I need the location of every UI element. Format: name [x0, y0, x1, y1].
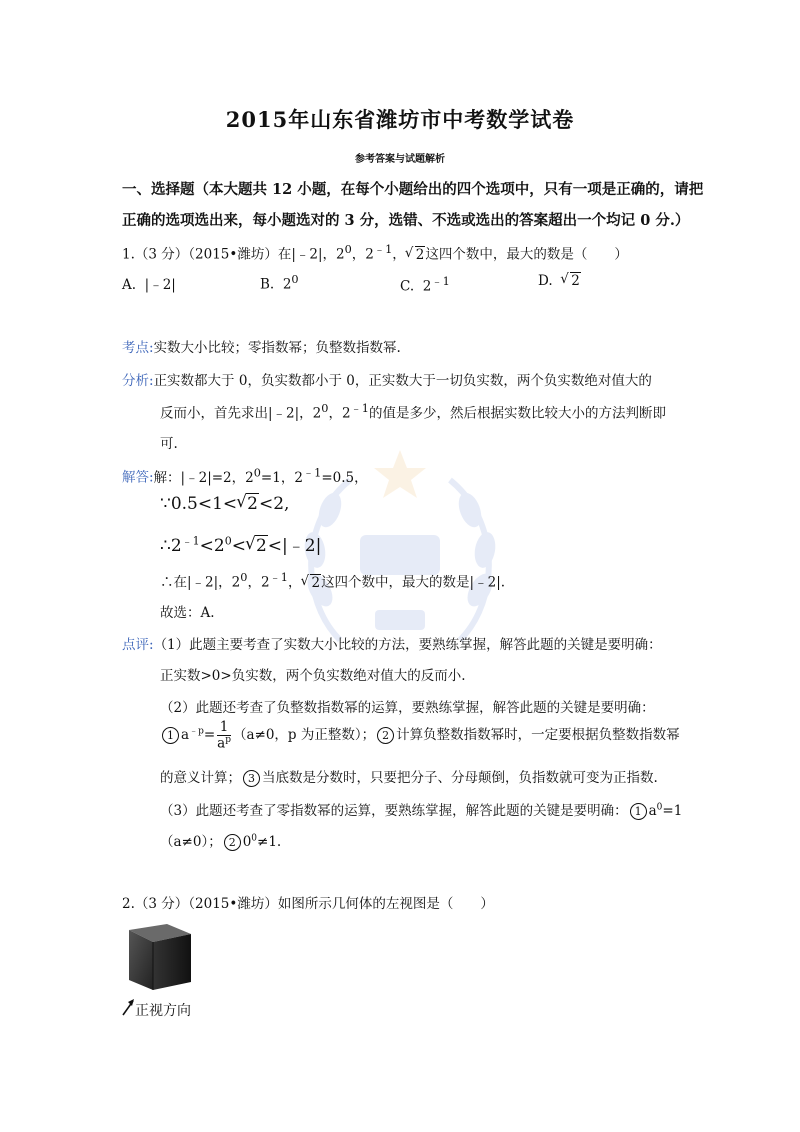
- dianping-line3: （2）此题还考查了负整数指数幂的运算，要熟练掌握，解答此题的关键是要明确：: [160, 700, 655, 716]
- fenxi-row: 分析:正实数都大于 0，负实数都小于 0，正实数大于一切负实数，两个负实数绝对值大的: [122, 373, 652, 389]
- q1-option-d: D. √ 2: [538, 273, 581, 289]
- view-direction-arrow-icon: [122, 998, 136, 1016]
- geometry-solid-figure: [127, 922, 193, 992]
- page-title: 2015年山东省潍坊市中考数学试卷: [225, 107, 575, 132]
- q1-option-c: C. $2^{﹣1}$: [400, 275, 450, 295]
- jieda-label: 解答:: [122, 469, 154, 486]
- dianping-row: 点评:（1）此题主要考查了实数大小比较的方法，要熟练掌握，解答此题的关键是要明确：: [122, 637, 662, 653]
- sqrt-symbol: √ 2: [406, 247, 426, 263]
- jieda-line5: 故选：A.: [160, 605, 215, 621]
- section-heading-line1: 一、选择题（本大题共 12 小题，在每个小题给出的四个选项中，只有一项是正确的，请把: [122, 181, 704, 198]
- dianping-line6: （3）此题还考查了零指数幂的运算，要熟练掌握，解答此题的关键是要明确： 1 $a^0=1$: [160, 802, 683, 819]
- q1-option-a: A. |﹣2|: [122, 277, 176, 293]
- jieda-row: 解答:解：|﹣2|=2，$2^0=1$，$2^{﹣1}=0.5$，: [122, 466, 368, 486]
- q1-option-b: B. $2^0$: [260, 273, 299, 293]
- figure-caption: 正视方向: [135, 1003, 191, 1019]
- q2-stem: 2.（3 分）（2015•潍坊）如图所示几何体的左视图是（ ）: [122, 896, 494, 912]
- dianping-line7: （a≠0）； 2 $0^0\ne 1$.: [160, 833, 282, 850]
- dianping-line2: 正实数>0>负实数，两个负实数绝对值大的反而小.: [160, 668, 466, 684]
- fenxi-line3: 可.: [160, 436, 178, 452]
- jieda-line2: ∵0.5<1<√ 2<2,: [160, 494, 289, 514]
- section-heading-line2: 正确的选项选出来，每小题选对的 3 分，选错、不选或选出的答案超出一个均记 0 分.）: [122, 212, 690, 229]
- dianping-label: 点评:: [122, 637, 154, 653]
- fenxi-line2: 反而小，首先求出|﹣2|，$2^0$，$2^{﹣1}$的值是多少，然后根据实数比较大小的方法判断即: [160, 402, 666, 422]
- kaodian-label: 考点:: [122, 340, 154, 356]
- dianping-line4: 1 $a^{﹣p}=$ $\frac{1}{a^p}$ （a≠0，p 为正整数）； 2 计算负整数指数幂时，一定要根据负整数指数幂: [160, 720, 680, 751]
- kaodian-row: 考点:实数大小比较；零指数幂；负整数指数幂.: [122, 340, 401, 356]
- jieda-line3: $\therefore 2^{﹣1}<2^0<√$ 2<|﹣2|: [160, 531, 321, 556]
- q1-stem: 1.（3 分）（2015•潍坊）在|﹣2|，$2^0$，$2^{﹣1}$，√ 2这四个数中，最大的数是（ ）: [122, 241, 628, 263]
- dianping-line5: 的意义计算； 3 当底数是分数时，只要把分子、分母颠倒，负指数就可变为正指数.: [160, 770, 658, 786]
- jieda-line4: ∴在|﹣2|，$2^0$，$2^{﹣1}$，√ 2这四个数中，最大的数是|﹣2|.: [160, 569, 505, 591]
- page-subtitle: 参考答案与试题解析: [355, 154, 445, 165]
- fenxi-label: 分析:: [122, 373, 154, 389]
